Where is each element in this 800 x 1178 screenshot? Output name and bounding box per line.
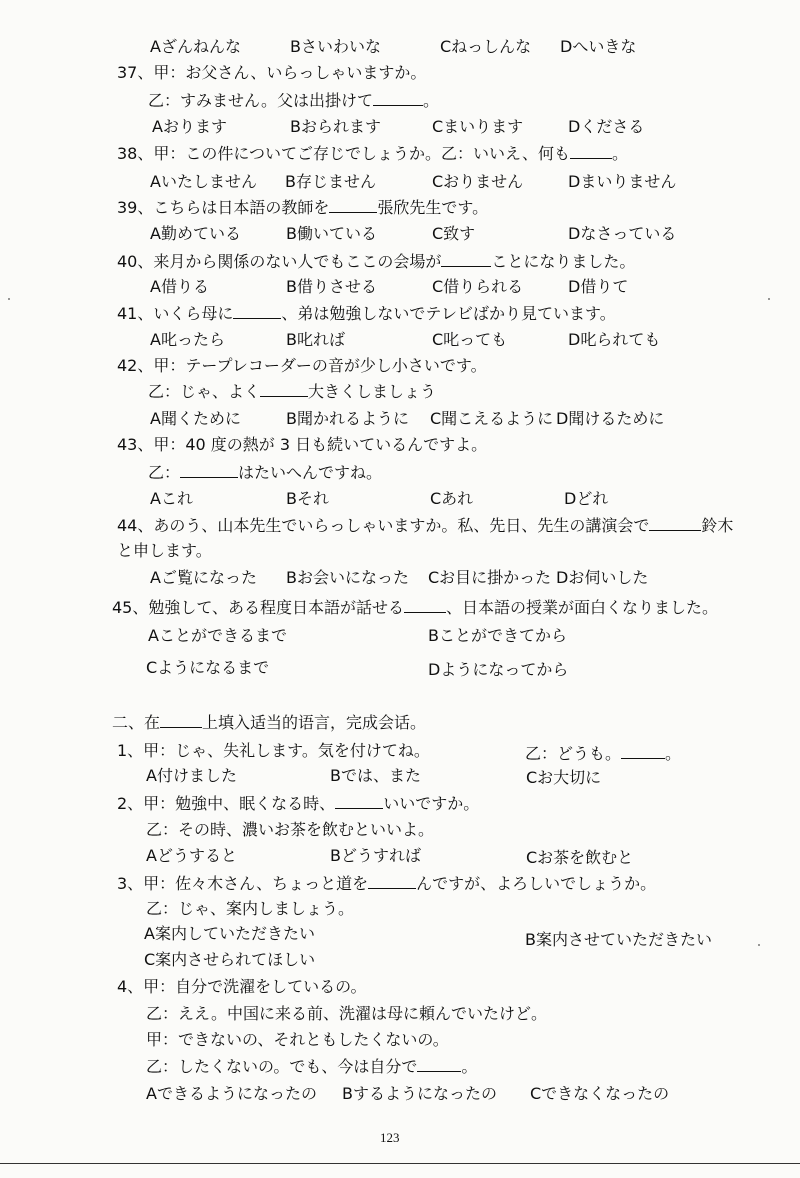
question-reply — [148, 463, 382, 483]
text-end: 、弟は勉強しないでテレビばかり見ています。 — [281, 304, 616, 323]
question-text: 42、甲：テープレコーダーの音が少し小さいです。 — [117, 356, 487, 375]
answer-blank — [260, 382, 308, 397]
answer-blank — [368, 874, 416, 889]
dialog-line — [117, 874, 656, 894]
reply-text: 乙：どうも。 — [525, 744, 622, 763]
option-c: Cおりません — [432, 172, 524, 191]
scan-speck — [758, 944, 760, 946]
answer-blank — [233, 304, 281, 319]
answer-blank — [570, 144, 612, 159]
text-end: んですが、よろしいでしょうか。 — [416, 874, 657, 893]
answer-blank — [404, 598, 446, 613]
option-b: Bおられます — [290, 117, 381, 136]
dialog-line: 乙：その時、濃いお茶を飲むといいよ。 — [146, 820, 435, 839]
text: 44、あのう、山本先生でいらっしゃいますか。私、先日、先生の講演会で — [117, 516, 650, 535]
option-b: Bそれ — [286, 489, 329, 508]
option-c: C致す — [432, 224, 476, 243]
reply-end: 。 — [422, 91, 439, 110]
text: 2、甲：勉強中、眠くなる時、 — [117, 794, 336, 813]
option-d: D叱られても — [568, 330, 661, 349]
reply-text: 乙：じゃ、よく — [148, 382, 261, 401]
dialog-reply — [525, 744, 681, 764]
option-c: C叱っても — [432, 330, 508, 349]
option-d: Dへいきな — [560, 37, 637, 56]
text-end: 。 — [612, 144, 629, 163]
text-end: 、日本語の授業が面白くなりました。 — [446, 598, 719, 617]
reply-text: 乙：すみません。父は出掛けて — [148, 91, 373, 110]
option-c: C案内させられてほしい — [144, 950, 316, 969]
reply-end: はたいへんですね。 — [238, 463, 383, 482]
option-c: Cお目に掛かった — [428, 568, 552, 587]
scan-speck — [8, 298, 10, 300]
answer-blank — [180, 463, 238, 478]
option-d: Dなさっている — [568, 224, 677, 243]
text: 41、いくら母に — [117, 304, 234, 323]
section-2-title — [112, 713, 426, 733]
option-b: Bことができてから — [428, 626, 567, 645]
option-a: Aおります — [152, 117, 227, 136]
option-d: Dようになってから — [428, 660, 569, 679]
option-c: Cねっしんな — [440, 37, 532, 56]
question-text — [112, 598, 718, 618]
answer-blank — [621, 744, 665, 759]
text: 45、勉強して、ある程度日本語が話せる — [112, 598, 405, 617]
option-c: C借りられる — [432, 277, 524, 296]
option-b: Bどうすれば — [330, 846, 421, 865]
option-c: Cあれ — [430, 489, 474, 508]
question-text — [117, 252, 635, 272]
dialog-line: 甲：できないの、それともしたくないの。 — [146, 1030, 449, 1049]
option-c: Cようになるまで — [146, 658, 270, 677]
text: 40、来月から関係のない人でもここの会場が — [117, 252, 442, 271]
page-number: 123 — [380, 1130, 400, 1145]
text-end: ことになりました。 — [491, 252, 636, 271]
option-a: Aざんねんな — [150, 37, 241, 56]
title-end: 上填入适当的语言，完成会话。 — [202, 713, 427, 732]
text-end: いいですか。 — [383, 794, 480, 813]
option-a: Aこれ — [150, 489, 193, 508]
option-d: Dくださる — [568, 117, 645, 136]
option-b: B聞かれるように — [286, 409, 409, 428]
text-end: 。 — [461, 1057, 478, 1076]
question-text — [117, 516, 733, 536]
answer-blank — [373, 91, 423, 106]
question-text: 43、甲：40 度の熱が 3 日も続いているんですよ。 — [117, 435, 488, 454]
reply-end: 。 — [665, 744, 682, 763]
question-text: 37、甲：お父さん、いらっしゃいますか。 — [117, 63, 427, 82]
option-d: D聞けるために — [556, 409, 665, 428]
option-c: C聞こえるように — [430, 409, 554, 428]
option-a: A勤めている — [150, 224, 241, 243]
option-a: A聞くために — [150, 409, 241, 428]
text: 38、甲：この件についてご存じでしょうか。乙：いいえ、何も — [117, 144, 571, 163]
option-b: Bお会いになった — [286, 568, 409, 587]
text: 3、甲：佐々木さん、ちょっと道を — [117, 874, 369, 893]
option-b: B案内させていただきたい — [525, 930, 712, 949]
answer-blank — [329, 198, 377, 213]
question-text — [117, 198, 488, 218]
option-c: Cできなくなったの — [530, 1084, 670, 1103]
option-a: Aどうすると — [146, 846, 237, 865]
option-b: B叱れば — [286, 330, 345, 349]
option-a: Aいたしません — [150, 172, 257, 191]
question-text-cont: と申します。 — [117, 541, 212, 560]
option-d: Dまいりません — [568, 172, 677, 191]
answer-blank — [649, 516, 701, 531]
text-end: 鈴木 — [701, 516, 734, 535]
option-a: Aことができるまで — [148, 626, 287, 645]
option-b: B存じません — [285, 172, 376, 191]
option-b: B働いている — [286, 224, 377, 243]
dialog-line — [117, 794, 479, 814]
question-reply — [148, 91, 439, 111]
answer-blank — [417, 1057, 461, 1072]
option-c: Cお大切に — [526, 768, 602, 787]
question-text — [117, 304, 616, 324]
scan-speck — [768, 298, 770, 300]
option-d: Dお伺いした — [556, 568, 649, 587]
option-a: A案内していただきたい — [144, 924, 315, 943]
answer-blank — [441, 252, 491, 267]
answer-blank — [160, 713, 202, 728]
option-c: Cお茶を飲むと — [526, 848, 634, 867]
title-start: 二、在 — [112, 713, 161, 732]
dialog-line: 4、甲：自分で洗濯をしているの。 — [117, 977, 367, 996]
dialog-line: 乙：じゃ、案内しましょう。 — [146, 899, 355, 918]
option-a: A借りる — [150, 277, 209, 296]
option-a: Aご覧になった — [150, 568, 257, 587]
reply-end: 大きくしましょう — [308, 382, 437, 401]
dialog-line — [146, 1057, 477, 1077]
option-b: Bさいわいな — [290, 37, 381, 56]
option-d: D借りて — [568, 277, 629, 296]
text-end: 張欣先生です。 — [377, 198, 489, 217]
option-a: A付けました — [146, 766, 237, 785]
option-a: Aできるようになったの — [146, 1084, 317, 1103]
dialog-line: 1、甲：じゃ、失礼します。気を付けてね。 — [117, 741, 430, 760]
option-b: Bでは、また — [330, 766, 421, 785]
reply-text: 乙： — [148, 463, 181, 482]
bottom-rule — [0, 1163, 800, 1164]
answer-blank — [335, 794, 383, 809]
option-b: B借りさせる — [286, 277, 377, 296]
dialog-line: 乙：ええ。中国に来る前、洗濯は母に頼んでいたけど。 — [146, 1004, 547, 1023]
question-reply — [148, 382, 436, 402]
option-a: A叱ったら — [150, 330, 225, 349]
text: 39、こちらは日本語の教師を — [117, 198, 330, 217]
option-c: Cまいります — [432, 117, 524, 136]
text: 乙：したくないの。でも、今は自分で — [146, 1057, 418, 1076]
option-b: Bするようになったの — [342, 1084, 497, 1103]
question-text — [117, 144, 628, 164]
option-d: Dどれ — [564, 489, 609, 508]
